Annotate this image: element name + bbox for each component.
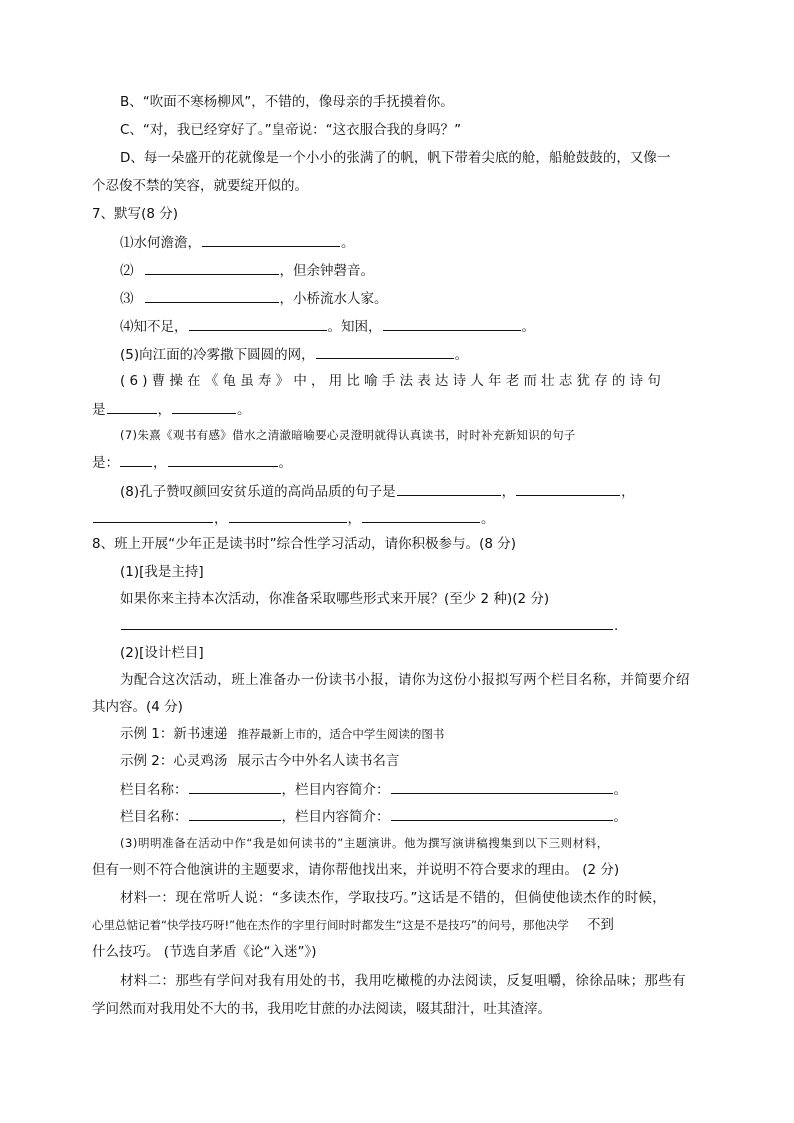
q7-item-8-sep: ， — [501, 484, 516, 500]
column-name-label: 栏目名称： — [120, 782, 188, 798]
example-2 — [120, 751, 399, 771]
answer-blank[interactable] — [120, 452, 152, 467]
column-name-blank[interactable] — [189, 806, 281, 821]
column-end: 。 — [613, 782, 627, 798]
q7-item-6-mid: ， — [157, 402, 171, 418]
answer-blank[interactable] — [202, 232, 340, 247]
column-intro-blank[interactable] — [391, 806, 613, 821]
q7-item-5-text: (5)向江面的冷雾撒下圆圆的网， — [120, 347, 315, 363]
q7-item-1 — [120, 232, 355, 253]
q8-part1-answer — [120, 615, 618, 636]
option-d-line1: D、每一朵盛开的花就像是一个小小的张满了的帆，帆下带着尖底的舱，船舱鼓鼓的，又像一 — [120, 150, 671, 166]
q7-item-6-line1: (6)曹操在《龟虽寿》中，用比喻手法表达诗人年老而壮志犹存的诗句 — [120, 373, 666, 389]
answer-line[interactable] — [121, 615, 613, 630]
answer-blank[interactable] — [107, 399, 157, 414]
column-intro-label: ，栏目内容简介： — [281, 782, 390, 798]
q7-item-6-line2 — [92, 399, 251, 420]
q8-part1-end: . — [614, 618, 619, 634]
q7-item-3-num: ⑶ — [120, 291, 134, 307]
answer-blank[interactable] — [145, 260, 279, 275]
answer-blank[interactable] — [145, 288, 279, 303]
material-1-line2-end: 不到 — [586, 917, 614, 933]
material-1-line3: 什么技巧。 (节选自茅盾《论“入迷”》) — [92, 944, 317, 960]
material-2-line2: 学问然而对我用处不大的书，我用吃甘蔗的办法阅读，啜其甜汁，吐其渣滓。 — [92, 1001, 551, 1017]
q7-item-7-pre: 是： — [92, 455, 119, 471]
column-intro-label: ，栏目内容简介： — [281, 809, 390, 825]
q8-part1-question: 如果你来主持本次活动，你准备采取哪些形式来开展？(至少 2 种)(2 分) — [120, 591, 550, 607]
q7-item-8-sep: ， — [621, 484, 635, 500]
q8-part2-question-line2: 其内容。(4 分) — [92, 699, 183, 715]
example-2-desc: 展示古今中外名人读书名言 — [237, 753, 400, 769]
example-2-label: 示例 2：心灵鸡汤 — [120, 753, 228, 769]
q7-item-4-end: 。 — [521, 319, 535, 335]
q7-item-7-mid: ， — [153, 455, 167, 471]
q8-part3-line1: (3)明明准备在活动中作“我是如何读书的”主题演讲。他为撰写演讲稿搜集到以下三则材料， — [120, 836, 609, 850]
answer-blank[interactable] — [93, 508, 213, 523]
column-end: 。 — [613, 809, 627, 825]
question-8-title: 8、班上开展“少年正是读书时”综合性学习活动，请你积极参与。(8 分) — [92, 536, 516, 552]
q7-item-2 — [120, 260, 374, 281]
q8-part1-title: (1)[我是主持] — [120, 564, 204, 580]
answer-blank[interactable] — [316, 344, 454, 359]
material-1-line2 — [92, 915, 614, 935]
q7-item-8-end: 。 — [481, 511, 495, 527]
material-1-line1: 材料一：现在常听人说：“多读杰作，学取技巧。”这话是不错的，但倘使他读杰作的时候， — [120, 890, 667, 906]
q7-item-6-pre: 是 — [92, 402, 106, 418]
option-d-line2: 个忍俊不禁的笑容，就要绽开似的。 — [92, 178, 308, 194]
q7-item-8-sep: ， — [347, 511, 361, 527]
q7-item-5-end: 。 — [454, 347, 469, 363]
answer-blank[interactable] — [397, 481, 501, 496]
q7-item-8-line2 — [92, 508, 495, 529]
q7-item-5 — [120, 344, 468, 365]
q7-item-1-text: ⑴水何澹澹， — [120, 235, 201, 251]
q7-item-7-line2 — [92, 452, 292, 473]
q7-item-4-mid: 。知困， — [327, 319, 382, 335]
column-name-label: 栏目名称： — [120, 809, 188, 825]
q7-item-8-line1 — [120, 481, 635, 502]
q7-item-3 — [120, 288, 388, 309]
q7-item-4-text: ⑷知不足， — [120, 319, 188, 335]
question-7-title: 7、默写(8 分) — [92, 206, 179, 222]
q7-item-6-end: 。 — [237, 402, 251, 418]
q7-item-7-end: 。 — [278, 455, 292, 471]
answer-blank[interactable] — [516, 481, 620, 496]
column-name-blank[interactable] — [189, 779, 281, 794]
material-1-line2-text: 心里总惦记着“快学技巧呀!”他在杰作的字里行间时时都发生“这是不是技巧”的问号，那他决学 — [92, 918, 569, 932]
column-intro-blank[interactable] — [391, 779, 613, 794]
q7-item-7-line1: (7)朱熹《观书有感》借水之清澈暗喻要心灵澄明就得认真读书，时时补充新知识的句子 — [120, 428, 576, 442]
column-row-1 — [120, 779, 627, 800]
answer-blank[interactable] — [172, 399, 236, 414]
material-2-line1: 材料二：那些有学问对我有用处的书，我用吃橄榄的办法阅读，反复咀嚼，徐徐品味；那些有 — [120, 973, 686, 989]
q7-item-1-end: 。 — [341, 235, 355, 251]
column-row-2 — [120, 806, 627, 827]
q7-item-2-num: ⑵ — [120, 263, 134, 279]
example-1-desc: 推荐最新上市的，适合中学生阅读的图书 — [237, 727, 445, 741]
q7-item-3-text: ，小桥流水人家。 — [279, 291, 388, 307]
example-1-label: 示例 1：新书速递 — [120, 726, 228, 742]
q8-part2-title: (2)[设计栏目] — [120, 645, 204, 661]
q7-item-8-sep: ， — [214, 511, 228, 527]
q7-item-2-text: ，但余钟磬音。 — [279, 263, 374, 279]
q8-part2-question-line1: 为配合这次活动，班上准备办一份读书小报，请你为这份小报拟写两个栏目名称，并简要介绍 — [120, 672, 690, 688]
answer-blank[interactable] — [229, 508, 347, 523]
example-1 — [120, 724, 444, 744]
q7-item-8-text: (8)孔子赞叹颜回安贫乐道的高尚品质的句子是 — [120, 484, 396, 500]
q8-part3-line2: 但有一则不符合他演讲的主题要求，请你帮他找出来，并说明不符合要求的理由。 (2 分) — [92, 862, 620, 878]
option-b: B、“吹面不寒杨柳风”，不错的，像母亲的手抚摸着你。 — [120, 94, 454, 110]
answer-blank[interactable] — [362, 508, 480, 523]
answer-blank[interactable] — [189, 316, 327, 331]
option-c: C、“对，我已经穿好了。”皇帝说：“这衣服合我的身吗？” — [120, 122, 462, 138]
answer-blank[interactable] — [168, 452, 278, 467]
q7-item-4 — [120, 316, 535, 337]
answer-blank[interactable] — [383, 316, 521, 331]
